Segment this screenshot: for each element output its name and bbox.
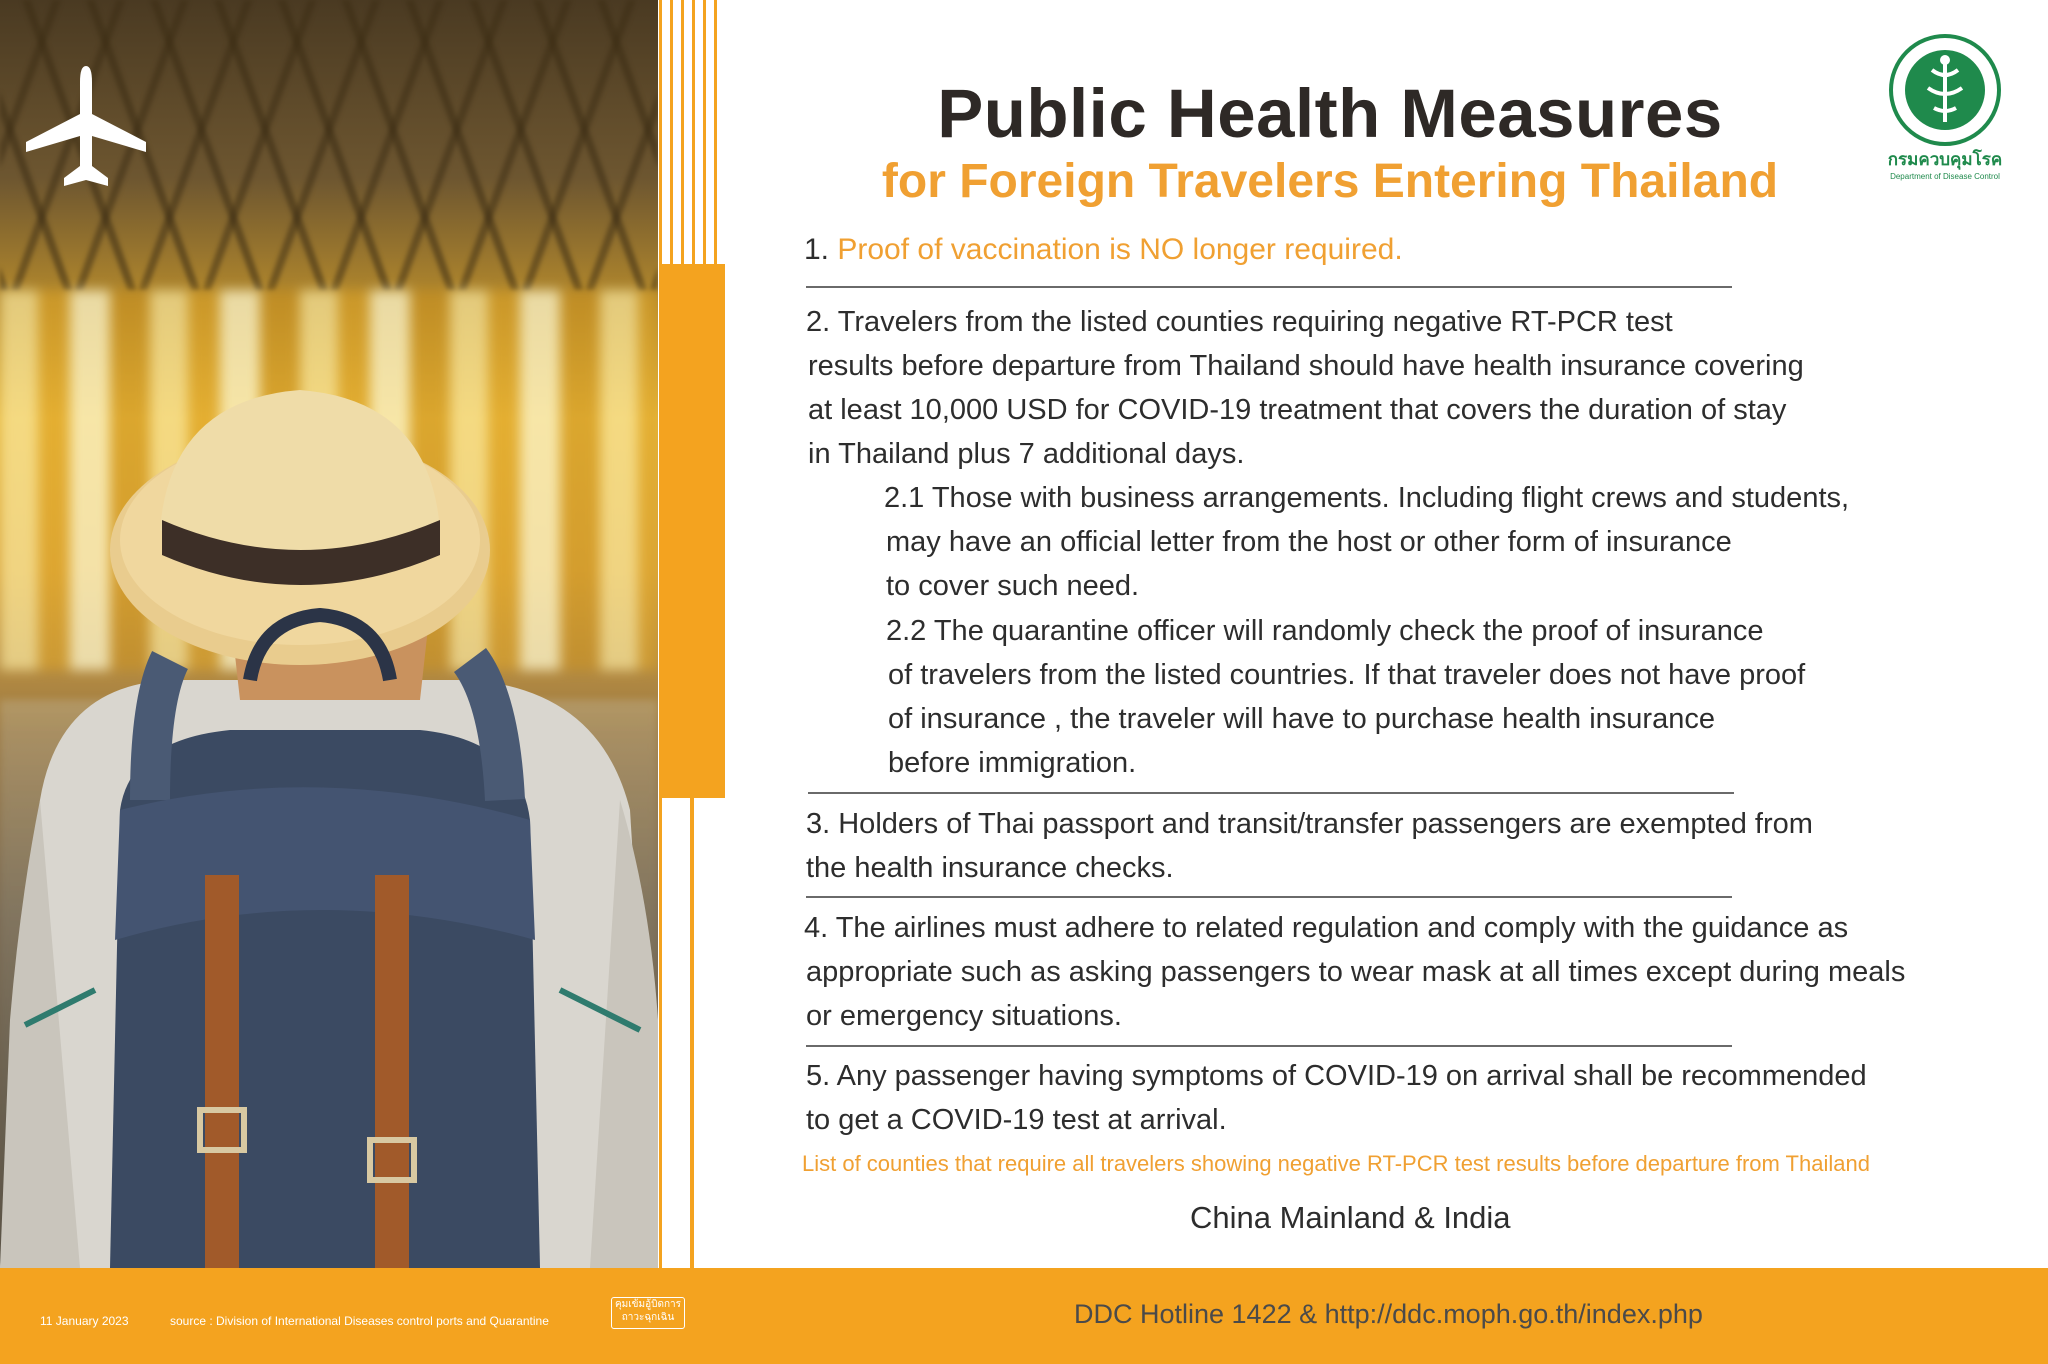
item-2-2-line: of insurance , the traveler will have to purchase health insurance [888, 703, 1715, 735]
footer-badge [611, 1297, 685, 1329]
item-1-number: 1. [804, 233, 830, 266]
item-2-1-line: 2.1 Those with business arrangements. Including flight crews and students, [884, 482, 1850, 514]
item-2-line: at least 10,000 USD for COVID-19 treatment that covers the duration of stay [808, 394, 1787, 426]
item-2-2-line: of travelers from the listed countries. If that traveler does not have proof [888, 659, 1806, 691]
item-4-line: or emergency situations. [806, 1000, 1122, 1032]
item-2-line: 2. Travelers from the listed counties requiring negative RT-PCR test [806, 306, 1673, 338]
stripe-bar [670, 0, 673, 264]
divider-3 [806, 896, 1732, 898]
accent-block [660, 264, 725, 798]
ddc-logo [1880, 30, 2010, 200]
logo-name-th: กรมควบคุมโรค [1887, 150, 2003, 169]
footer-badge-line2: ถาวะฉุกเฉิน [621, 1312, 675, 1323]
item-5-line: to get a COVID-19 test at arrival. [806, 1104, 1227, 1136]
stripe-bar [692, 0, 695, 264]
divider-4 [806, 1045, 1732, 1047]
listed-countries: China Mainland & India [1190, 1200, 1511, 1235]
item-2-2-line: before immigration. [888, 747, 1137, 779]
item-2-2-line: 2.2 The quarantine officer will randomly check the proof of insurance [886, 615, 1764, 647]
ministry-seal-icon [1880, 30, 2010, 148]
airplane-icon [22, 62, 150, 192]
item-4-line: appropriate such as asking passengers to wear mask at all times except during meals [806, 956, 1906, 988]
listed-countries-note: List of counties that require all travelers showing negative RT-PCR test results before departure from Thailand [802, 1151, 1870, 1176]
page-title: Public Health Measures [937, 75, 1723, 152]
stripe-bar [681, 0, 684, 264]
item-2-1-line: may have an official letter from the host or other form of insurance [886, 526, 1732, 558]
item-2-1-line: to cover such need. [886, 570, 1140, 602]
footer-hotline: DDC Hotline 1422 & http://ddc.moph.go.th/index.php [1074, 1299, 1703, 1329]
item-2-line: in Thailand plus 7 additional days. [808, 438, 1245, 470]
traveler-photo [0, 0, 658, 1268]
item-5-line: 5. Any passenger having symptoms of COVID-19 on arrival shall be recommended [806, 1060, 1867, 1092]
divider-1 [806, 286, 1732, 288]
item-1-text: Proof of vaccination is NO longer required. [837, 233, 1403, 266]
item-4-line: 4. The airlines must adhere to related regulation and comply with the guidance as [804, 912, 1849, 944]
item-3-line: 3. Holders of Thai passport and transit/transfer passengers are exempted from [806, 808, 1813, 840]
item-1 [804, 228, 1403, 272]
page-subtitle: for Foreign Travelers Entering Thailand [881, 155, 1779, 208]
item-2-line: results before departure from Thailand should have health insurance covering [808, 350, 1804, 382]
footer-badge-line1: คุมเข้มอู้บิดการ [614, 1299, 681, 1310]
traveler-illustration [0, 380, 658, 1268]
footer-date: 11 January 2023 [40, 1314, 129, 1328]
logo-name-en: Department of Disease Control [1890, 172, 2000, 181]
divider-2 [808, 792, 1734, 794]
footer-source: source : Division of International Diseases control ports and Quarantine [170, 1314, 549, 1328]
accent-line [690, 798, 694, 1268]
item-3-line: the health insurance checks. [806, 852, 1174, 884]
